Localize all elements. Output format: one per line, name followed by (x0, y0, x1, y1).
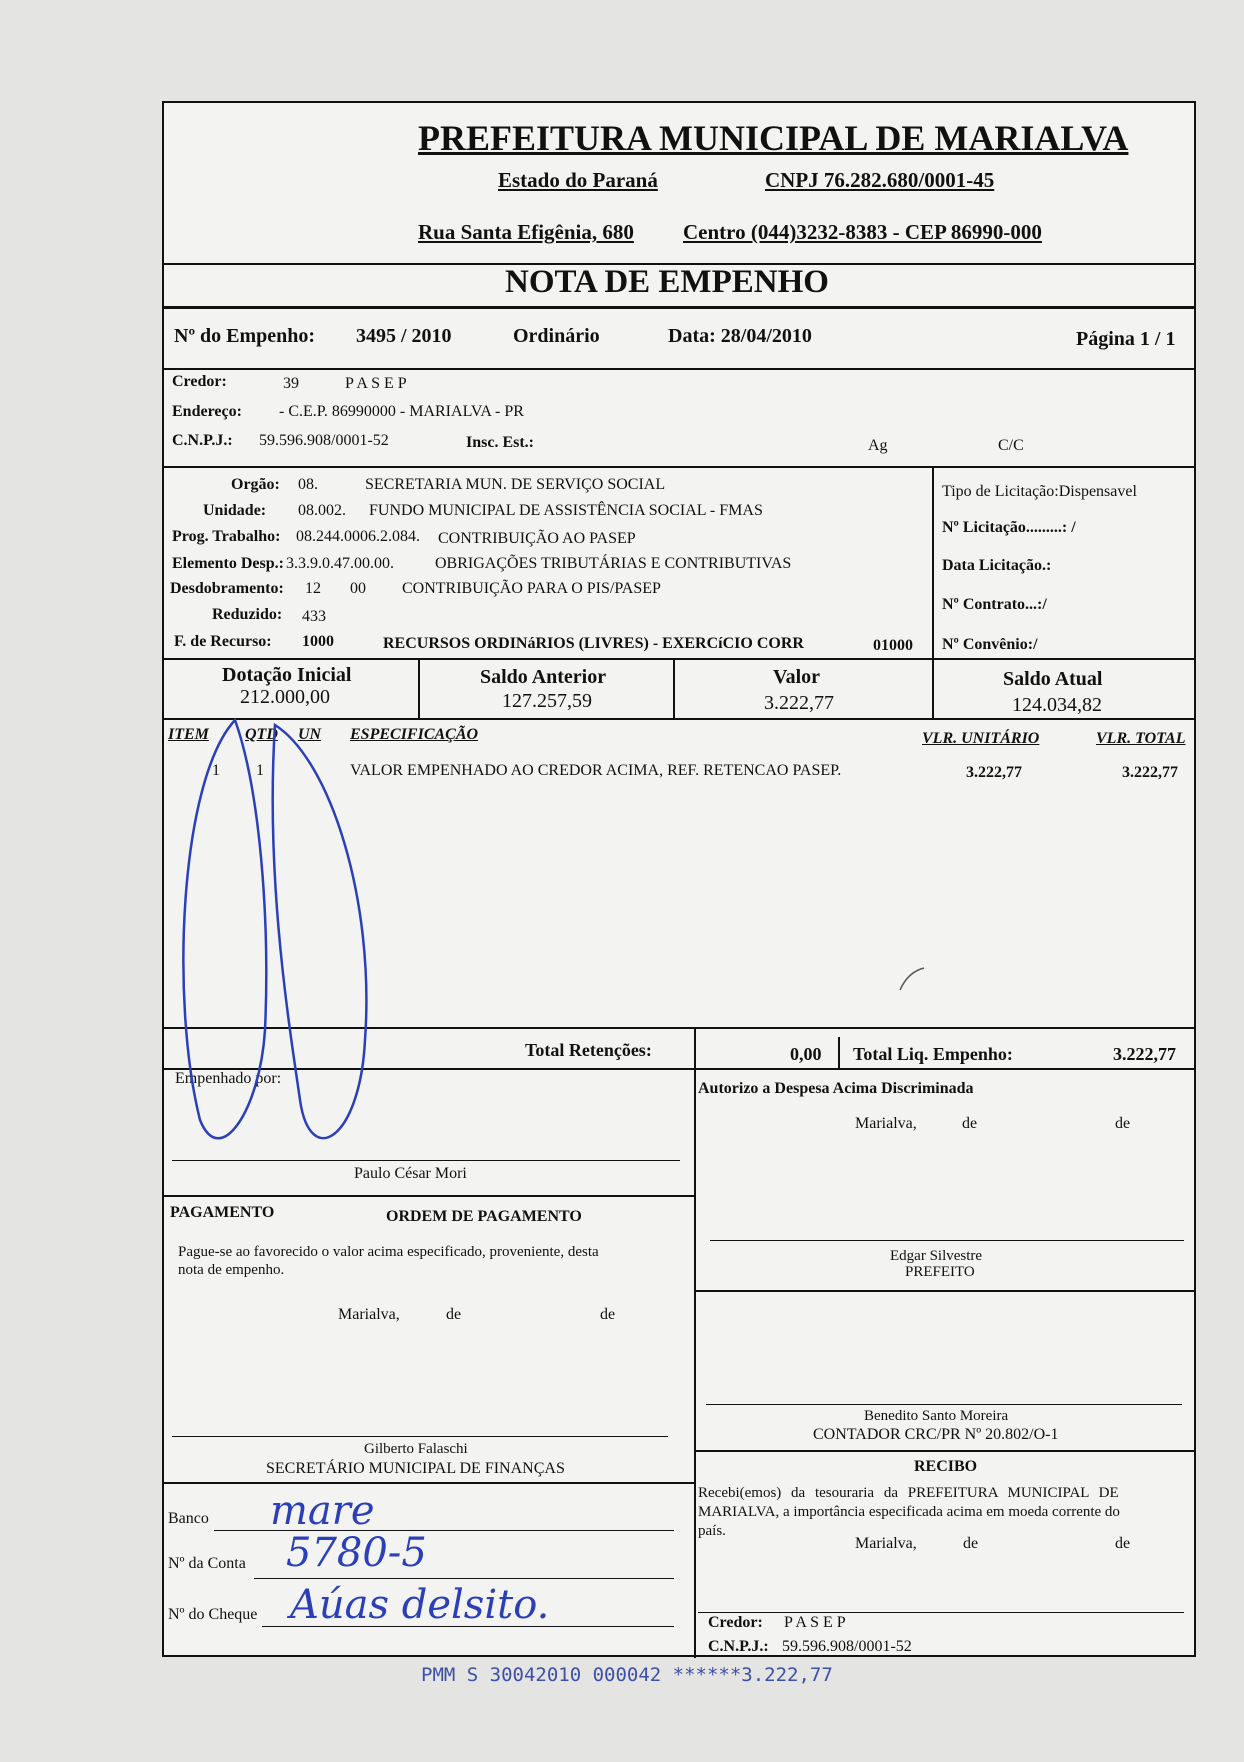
col-especificacao: ESPECIFICAÇÃO (350, 726, 479, 743)
pagamento-label: PAGAMENTO (170, 1204, 275, 1221)
ag-label: Ag (868, 437, 888, 454)
conta-handwritten: 5780-5 (286, 1530, 427, 1576)
handwritten-ovals (160, 700, 500, 1160)
recibo-credor-label: Credor: (708, 1614, 763, 1631)
unidade-code: 08.002. (298, 502, 346, 519)
elem-label: Elemento Desp.: (172, 555, 284, 572)
autorizo-label: Autorizo a Despesa Acima Discriminada (698, 1080, 974, 1097)
city-line-2: Marialva, (338, 1306, 400, 1323)
fonte-label: F. de Recurso: (174, 633, 272, 650)
recibo-cnpj: 59.596.908/0001-52 (782, 1638, 912, 1655)
licitacao-numero: Nº Licitação.........: / (942, 519, 1076, 536)
credor-cnpj: 59.596.908/0001-52 (259, 432, 389, 449)
prefeito-role: PREFEITO (905, 1264, 975, 1280)
recibo-text-2: MARIALVA, a importância especificada acima em moeda corrente do (698, 1504, 1120, 1520)
col-un: UN (298, 726, 322, 743)
secretario-role: SECRETÁRIO MUNICIPAL DE FINANÇAS (266, 1460, 565, 1477)
fonte-desc: RECURSOS ORDINáRIOS (LIVRES) - EXERCíCIO CORR (383, 635, 804, 652)
pagamento-text-2: nota de empenho. (178, 1262, 285, 1278)
recibo-cnpj-label: C.N.P.J.: (708, 1638, 769, 1655)
col-qtd: QTD (245, 726, 278, 743)
banco-label: Banco (168, 1510, 209, 1527)
desd-desc: CONTRIBUIÇÃO PARA O PIS/PASEP (402, 580, 661, 597)
row-especificacao: VALOR EMPENHADO AO CREDOR ACIMA, REF. RETENCAO PASEP. (350, 762, 842, 779)
address-label: Endereço: (172, 403, 242, 420)
de-1a: de (962, 1115, 978, 1132)
row-vlr-unitario: 3.222,77 (966, 764, 1022, 781)
liq-value: 3.222,77 (1113, 1044, 1176, 1064)
licitacao-data: Data Licitação.: (942, 557, 1052, 574)
pen-mark (898, 964, 928, 994)
retencoes-label: Total Retenções: (525, 1040, 652, 1060)
reduz-label: Reduzido: (212, 606, 283, 623)
street-label: Rua Santa Efigênia, 680 (418, 220, 634, 244)
ordem-pagamento-label: ORDEM DE PAGAMENTO (386, 1208, 582, 1225)
valor-label: Valor (773, 666, 821, 688)
unidade-label: Unidade: (203, 502, 267, 519)
banco-handwritten: mare (270, 1488, 375, 1534)
cheque-label: Nº do Cheque (168, 1606, 258, 1623)
de-3b: de (1115, 1535, 1131, 1552)
de-2b: de (600, 1306, 616, 1323)
atual-label: Saldo Atual (1003, 668, 1103, 690)
recibo-title: RECIBO (914, 1458, 978, 1475)
payment-stamp: PMM S 30042010 000042 ******3.222,77 (421, 1664, 833, 1686)
elem-code: 3.3.9.0.47.00.00. (286, 555, 394, 572)
contador-role: CONTADOR CRC/PR Nº 20.802/O-1 (813, 1426, 1059, 1443)
insc-est-label: Insc. Est.: (466, 434, 535, 451)
retencoes-value: 0,00 (790, 1044, 822, 1064)
credor-address: - C.E.P. 86990000 - MARIALVA - PR (279, 403, 524, 420)
orgao-label: Orgão: (231, 476, 280, 493)
credor-label: Credor: (172, 373, 227, 390)
anterior-label: Saldo Anterior (480, 666, 607, 688)
city-line-1: Marialva, (855, 1115, 917, 1132)
contact-label: Centro (044)3232-8383 - CEP 86990-000 (683, 220, 1042, 244)
city-line-3: Marialva, (855, 1535, 917, 1552)
empenhado-name: Paulo César Mori (354, 1165, 467, 1182)
page-title: PREFEITURA MUNICIPAL DE MARIALVA (418, 118, 1129, 158)
licitacao-convenio: Nº Convênio:/ (942, 636, 1038, 653)
page-number: Página 1 / 1 (1076, 328, 1176, 350)
recibo-text-3: país. (698, 1523, 726, 1539)
col-item: ITEM (168, 726, 209, 743)
empenhado-label: Empenhado por: (175, 1070, 282, 1087)
orgao-code: 08. (298, 476, 318, 493)
licitacao-contrato: Nº Contrato...:/ (942, 596, 1047, 613)
recibo-credor-name: P A S E P (784, 1614, 846, 1631)
pagamento-text-1: Pague-se ao favorecido o valor acima especificado, proveniente, desta (178, 1244, 599, 1260)
prog-label: Prog. Trabalho: (172, 528, 281, 545)
row-vlr-total: 3.222,77 (1122, 764, 1178, 781)
prog-code: 08.244.0006.2.084. (296, 528, 420, 545)
empenho-number-label: Nº do Empenho: (174, 325, 316, 347)
empenho-type: Ordinário (513, 325, 600, 347)
fonte-code2: 01000 (873, 637, 913, 654)
col-vlr-total: VLR. TOTAL (1096, 730, 1186, 747)
conta-label: Nº da Conta (168, 1555, 246, 1572)
credor-code: 39 (283, 375, 299, 392)
desd-code2: 00 (350, 580, 366, 597)
desd-code1: 12 (305, 580, 321, 597)
de-1b: de (1115, 1115, 1131, 1132)
liq-label: Total Liq. Empenho: (853, 1044, 1013, 1064)
cheque-handwritten: Aúas delsito. (290, 1582, 550, 1628)
de-3a: de (963, 1535, 979, 1552)
empenho-number: 3495 / 2010 (356, 325, 452, 347)
empenho-date: Data: 28/04/2010 (668, 325, 812, 347)
prefeito-name: Edgar Silvestre (890, 1248, 983, 1264)
orgao-desc: SECRETARIA MUN. DE SERVIÇO SOCIAL (365, 476, 666, 493)
elem-desc: OBRIGAÇÕES TRIBUTÁRIAS E CONTRIBUTIVAS (435, 555, 792, 572)
fonte-code: 1000 (302, 633, 334, 650)
de-2a: de (446, 1306, 462, 1323)
prog-desc: CONTRIBUIÇÃO AO PASEP (438, 530, 636, 547)
state-label: Estado do Paraná (498, 168, 658, 192)
licitacao-tipo: Tipo de Licitação:Dispensavel (942, 483, 1137, 500)
secretario-name: Gilberto Falaschi (364, 1441, 468, 1457)
row-qtd: 1 (256, 762, 264, 779)
col-vlr-unitario: VLR. UNITÁRIO (922, 730, 1040, 747)
reduz-code: 433 (302, 608, 326, 625)
dotacao-value: 212.000,00 (240, 686, 330, 708)
desd-label: Desdobramento: (170, 580, 284, 597)
recibo-text-1: Recebi(emos) da tesouraria da PREFEITURA MUNICIPAL DE (698, 1485, 1119, 1501)
unidade-desc: FUNDO MUNICIPAL DE ASSISTÊNCIA SOCIAL - FMAS (369, 502, 763, 519)
anterior-value: 127.257,59 (502, 690, 592, 712)
valor-value: 3.222,77 (764, 692, 834, 714)
atual-value: 124.034,82 (1012, 694, 1102, 716)
cc-label: C/C (998, 437, 1024, 454)
cnpj-credor-label: C.N.P.J.: (172, 432, 233, 449)
dotacao-label: Dotação Inicial (222, 664, 352, 686)
contador-name: Benedito Santo Moreira (864, 1408, 1009, 1424)
row-item: 1 (212, 762, 220, 779)
credor-name: P A S E P (345, 375, 407, 392)
document-title: NOTA DE EMPENHO (505, 264, 829, 300)
cnpj-label: CNPJ 76.282.680/0001-45 (765, 168, 995, 192)
